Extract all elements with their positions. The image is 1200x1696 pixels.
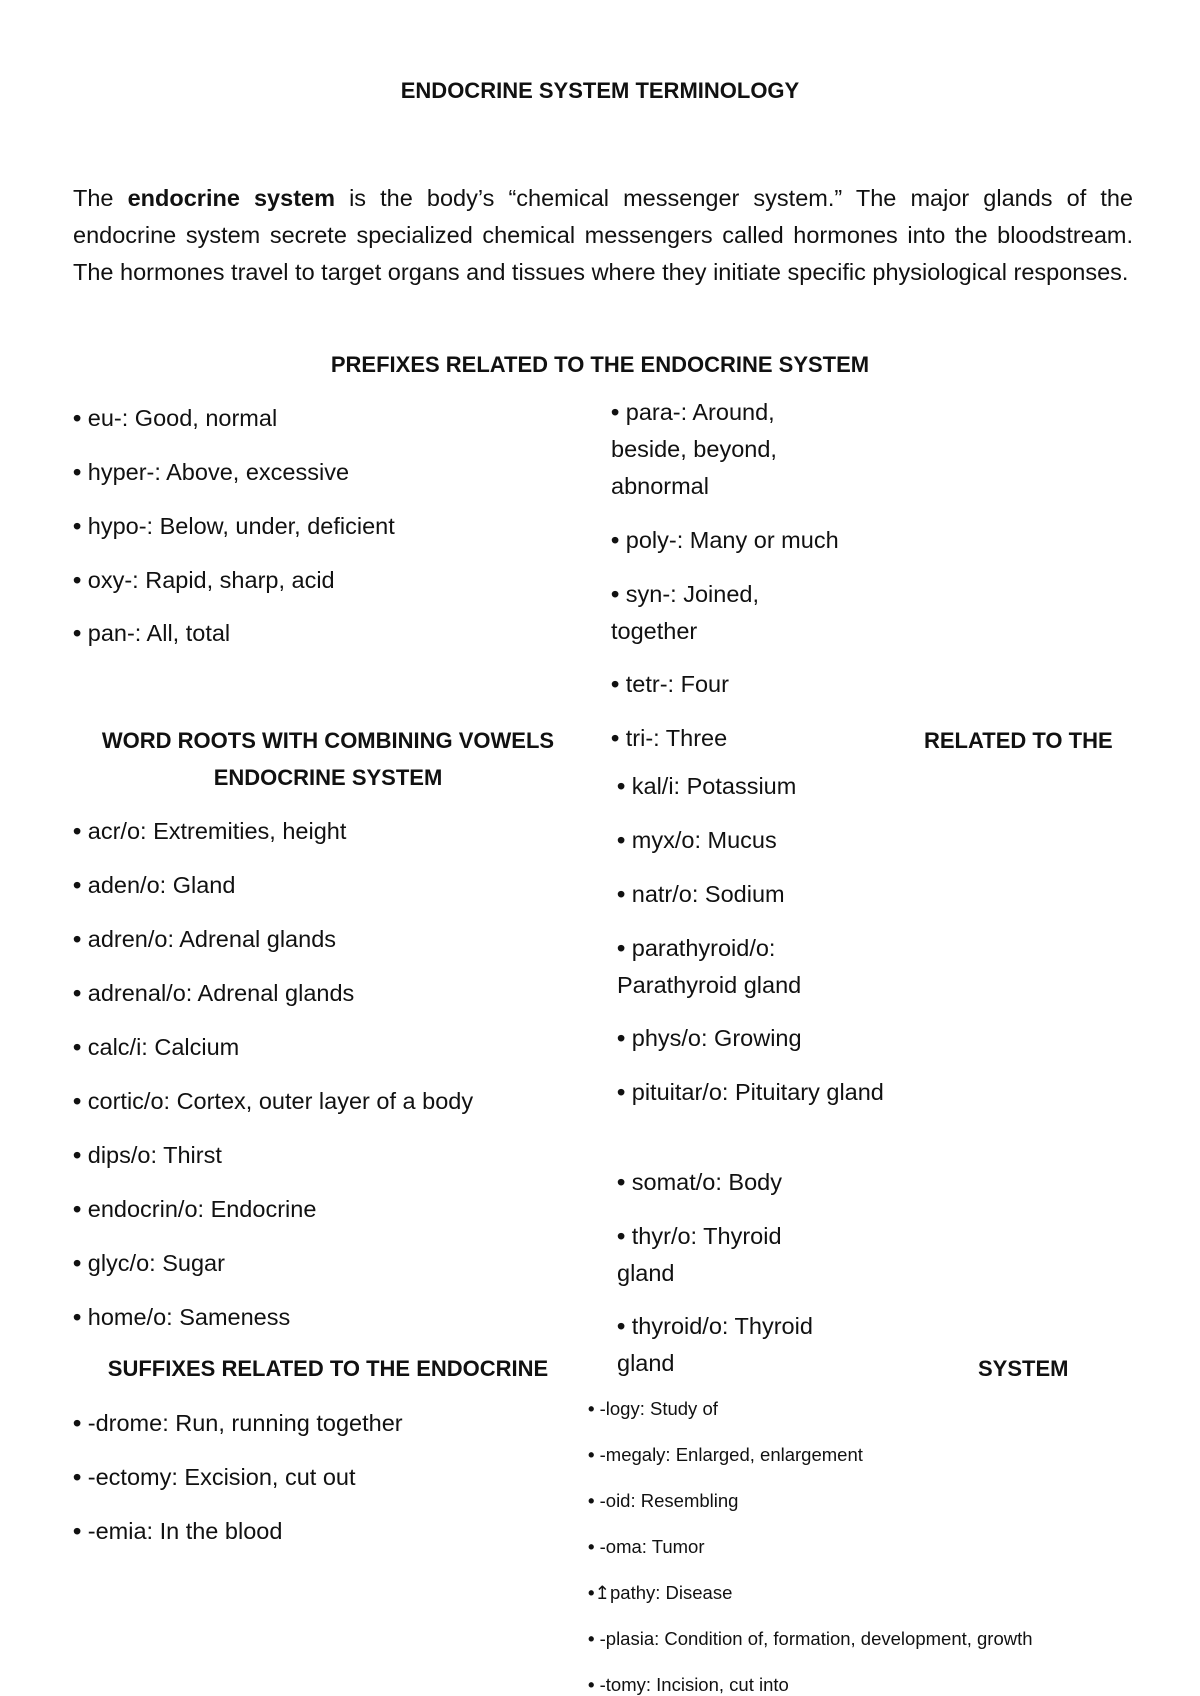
list-item: • pituitar/o: Pituitary gland bbox=[617, 1079, 884, 1105]
list-item: • -oid: Resembling bbox=[588, 1490, 739, 1511]
list-item: • natr/o: Sodium bbox=[617, 881, 785, 907]
list-item: • myx/o: Mucus bbox=[617, 827, 777, 853]
roots-heading-left-line2: ENDOCRINE SYSTEM bbox=[213, 765, 443, 790]
prefixes-heading: PREFIXES RELATED TO THE ENDOCRINE SYSTEM bbox=[330, 352, 870, 377]
suffixes-heading-left: SUFFIXES RELATED TO THE ENDOCRINE bbox=[107, 1356, 549, 1381]
list-item: • -plasia: Condition of, formation, development, growth bbox=[588, 1628, 1033, 1649]
list-item: • kal/i: Potassium bbox=[617, 773, 797, 799]
page-title: ENDOCRINE SYSTEM TERMINOLOGY bbox=[400, 78, 800, 103]
list-item: • somat/o: Body bbox=[617, 1169, 782, 1195]
list-item: • -megaly: Enlarged, enlargement bbox=[588, 1444, 863, 1465]
list-item: • acr/o: Extremities, height bbox=[73, 818, 347, 844]
list-item: •↥pathy: Disease bbox=[588, 1582, 733, 1603]
list-item: • hyper-: Above, excessive bbox=[73, 459, 350, 485]
list-item: • tri-: Three bbox=[611, 725, 728, 751]
list-item: • thyroid/o: Thyroid gland bbox=[617, 1313, 813, 1376]
list-item: • calc/i: Calcium bbox=[73, 1034, 240, 1060]
list-item: • home/o: Sameness bbox=[73, 1304, 291, 1330]
list-item: • para-: Around, beside, beyond, abnormal bbox=[611, 399, 777, 499]
list-item: • glyc/o: Sugar bbox=[73, 1250, 225, 1276]
list-item: • parathyroid/o: Parathyroid gland bbox=[617, 935, 802, 998]
list-item: • cortic/o: Cortex, outer layer of a body bbox=[73, 1088, 474, 1114]
list-item: • hypo-: Below, under, deficient bbox=[73, 513, 395, 539]
list-item: • -emia: In the blood bbox=[73, 1518, 283, 1544]
list-item: • eu-: Good, normal bbox=[73, 405, 278, 431]
list-item: • adren/o: Adrenal glands bbox=[73, 926, 337, 952]
list-item: • -tomy: Incision, cut into bbox=[588, 1674, 789, 1695]
odd-bullet-mark: ↥ bbox=[594, 1582, 610, 1603]
list-item: • -oma: Tumor bbox=[588, 1536, 705, 1557]
list-item: • syn-: Joined, together bbox=[611, 581, 759, 644]
list-item: • thyr/o: Thyroid gland bbox=[617, 1223, 782, 1286]
intro-text-start: The bbox=[73, 185, 128, 211]
list-item: • -ectomy: Excision, cut out bbox=[73, 1464, 356, 1490]
suffixes-heading-right: SYSTEM bbox=[978, 1356, 1069, 1381]
list-item: • tetr-: Four bbox=[611, 671, 729, 697]
list-item: • pan-: All, total bbox=[73, 620, 231, 646]
list-item: • aden/o: Gland bbox=[73, 872, 236, 898]
list-item: • adrenal/o: Adrenal glands bbox=[73, 980, 355, 1006]
intro-bold-term: endocrine system bbox=[127, 185, 335, 211]
intro-paragraph bbox=[73, 180, 1133, 291]
list-item: • phys/o: Growing bbox=[617, 1025, 802, 1051]
list-item: • poly-: Many or much bbox=[611, 527, 839, 553]
list-item: • -drome: Run, running together bbox=[73, 1410, 403, 1436]
list-item: • -logy: Study of bbox=[588, 1398, 718, 1419]
intro-text-rest: is the body’s “chemical messenger system.” The major glands of the endocrine system secrete specialized chemical messengers called hormones into the bloodstream. The hormones travel to target organs and tissues where they initiate specific physiological responses. bbox=[73, 185, 1133, 285]
list-item: • endocrin/o: Endocrine bbox=[73, 1196, 317, 1222]
roots-heading-right: RELATED TO THE bbox=[924, 728, 1113, 753]
list-item: • oxy-: Rapid, sharp, acid bbox=[73, 567, 335, 593]
roots-heading-left: WORD ROOTS WITH COMBINING VOWELS bbox=[101, 728, 555, 753]
list-item: • dips/o: Thirst bbox=[73, 1142, 222, 1168]
